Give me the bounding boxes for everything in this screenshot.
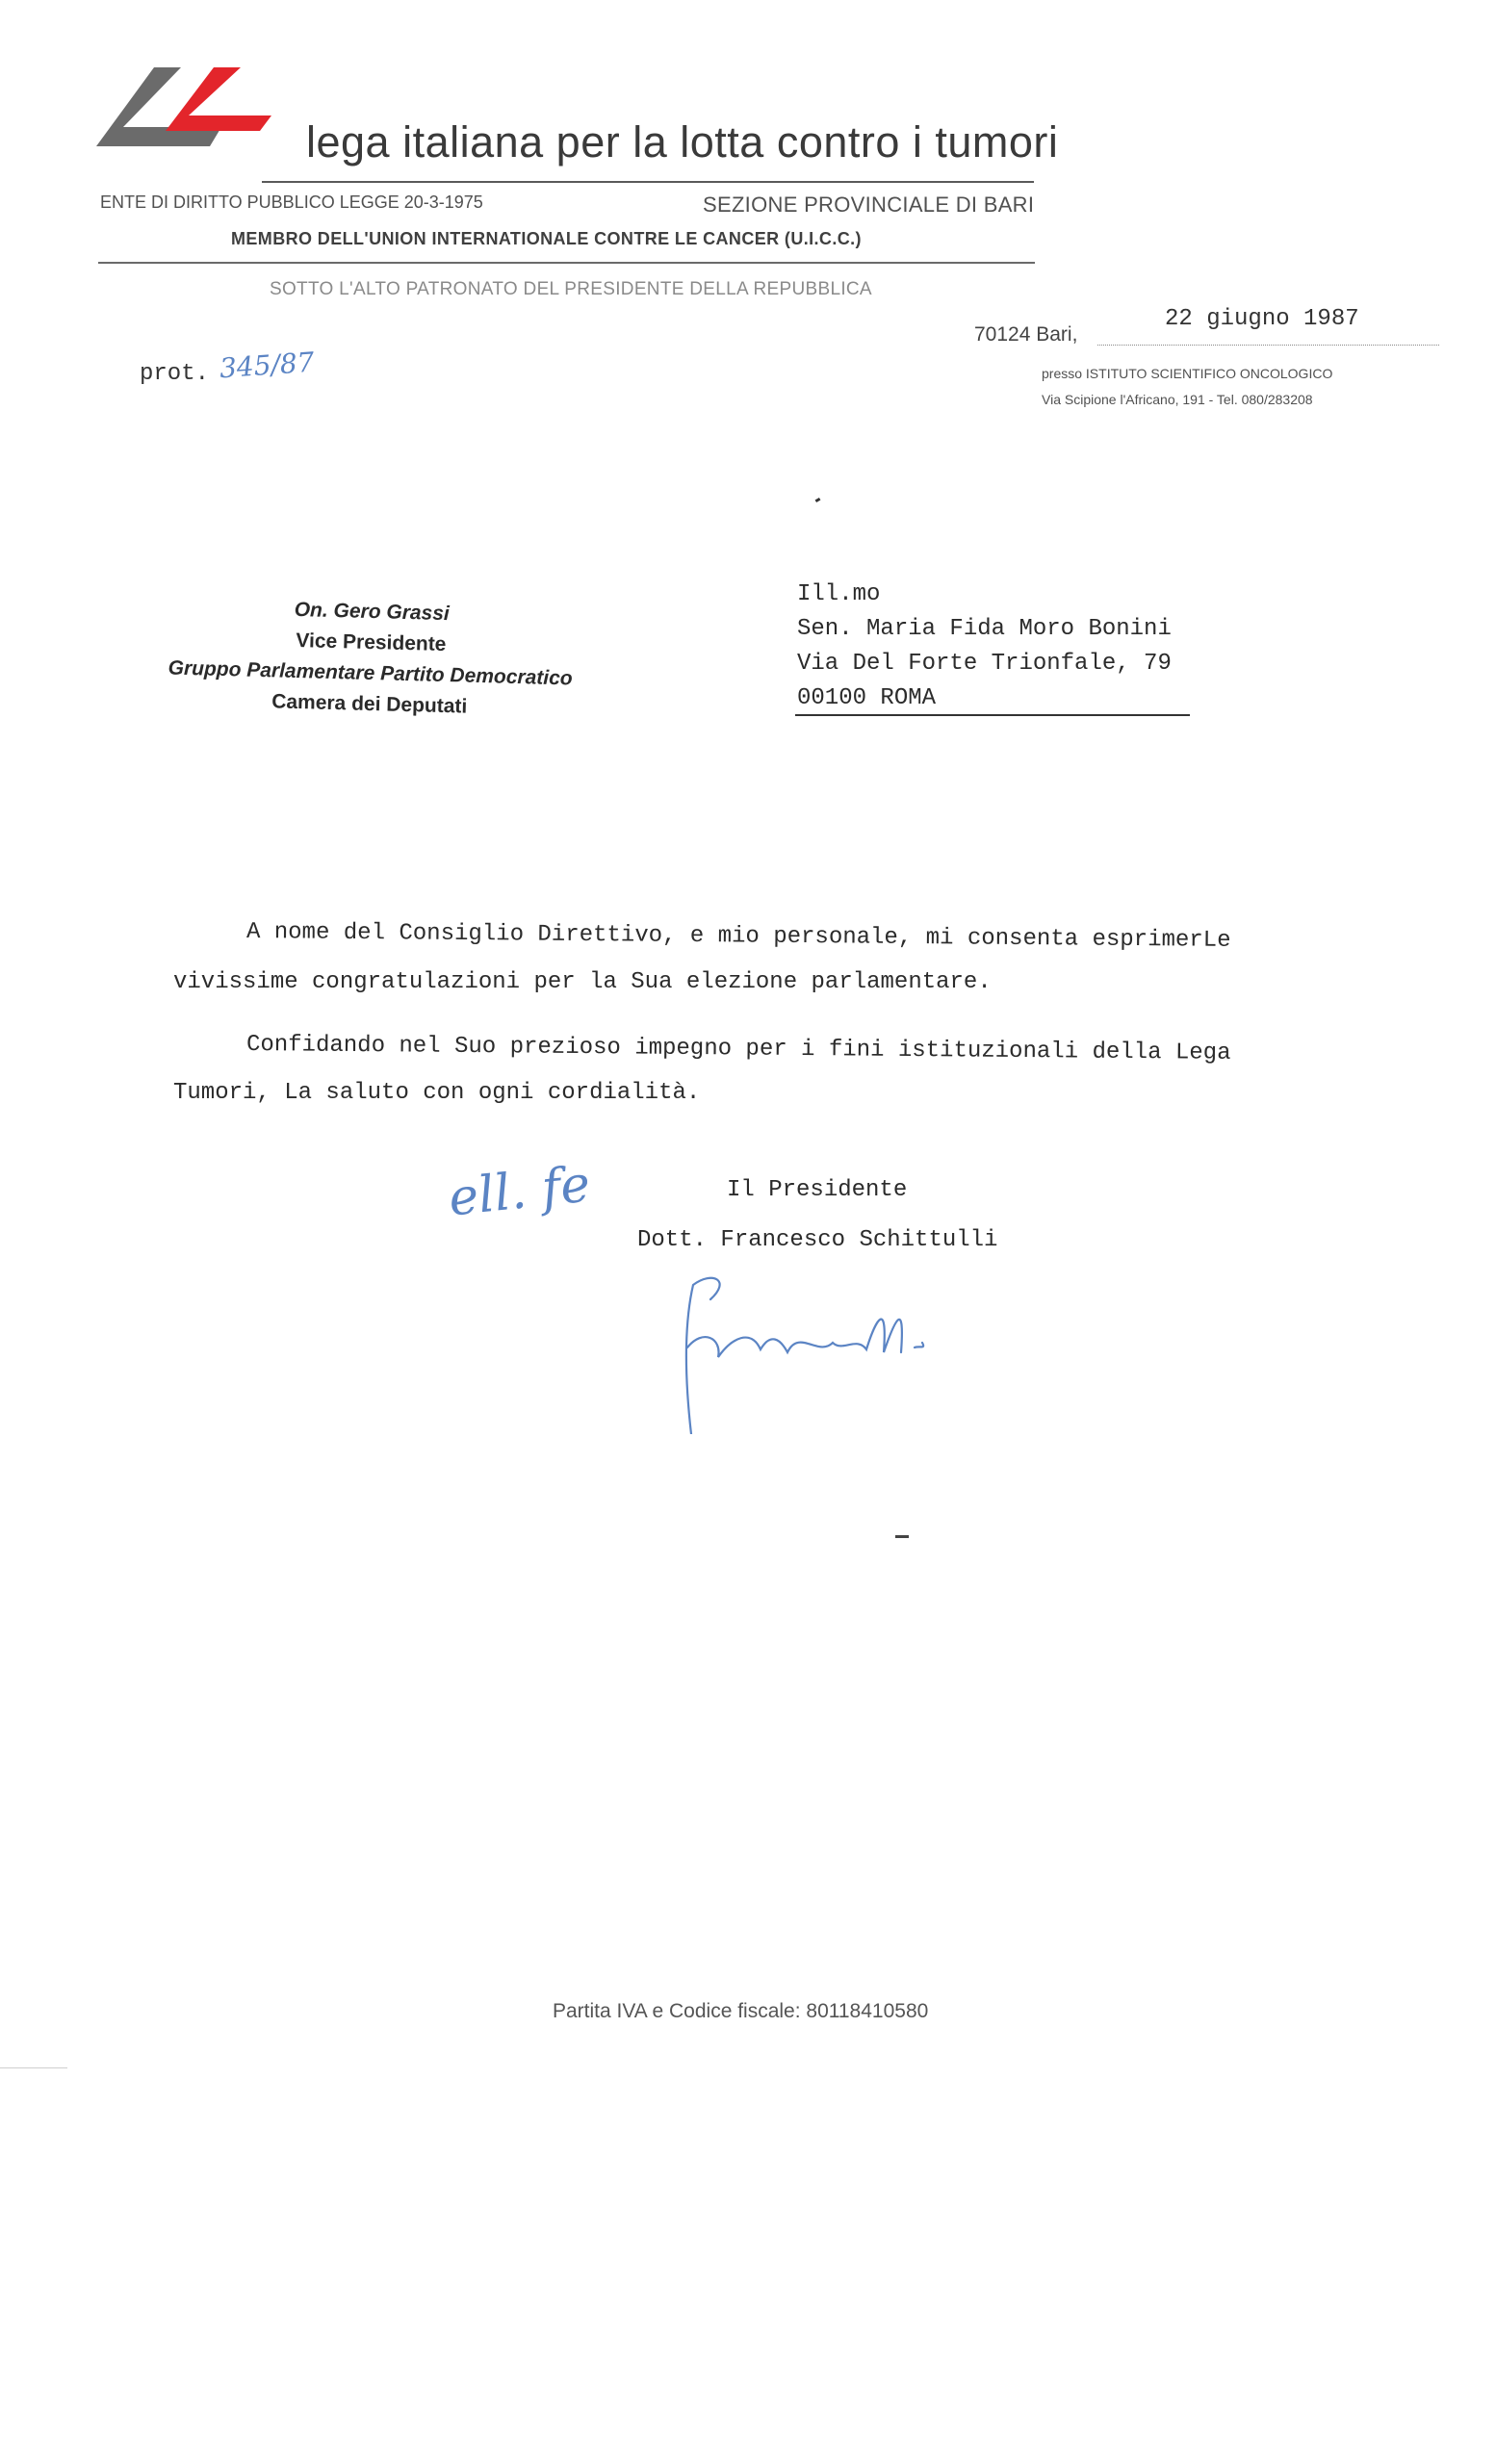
recipient-honorific: Ill.mo [797, 581, 881, 607]
logo-gray-shape [96, 67, 221, 146]
recipient-name: Sen. Maria Fida Moro Bonini [797, 616, 1172, 642]
letter-date: 22 giugno 1987 [1165, 306, 1359, 332]
handwritten-signature [674, 1261, 1001, 1434]
recipient-underline [795, 714, 1190, 716]
body-paragraph-1-line-2: vivissime congratulazioni per la Sua elezione parlamentare. [173, 969, 992, 995]
deputy-stamp [167, 592, 574, 726]
stamp-group: Gruppo Parlamentare Partito Democratico [168, 656, 573, 690]
protocol-label: prot. [140, 361, 210, 387]
recipient-city: 00100 ROMA [797, 685, 937, 711]
footer-tax-code: Partita IVA e Codice fiscale: 80118410580 [553, 2000, 929, 2022]
body-paragraph-1-line-1: A nome del Consiglio Direttivo, e mio personale, mi consenta esprimerLe [245, 919, 1231, 954]
institute-address: Via Scipione l'Africano, 191 - Tel. 080/283208 [1042, 392, 1313, 407]
signatory-title: Il Presidente [727, 1177, 908, 1203]
stamp-name: On. Gero Grassi [294, 598, 451, 626]
organization-name: lega italiana per la lotta contro i tumori [306, 117, 1059, 167]
protocol-number: 345/87 [218, 346, 316, 385]
handwritten-initials: ell. fe [446, 1155, 593, 1228]
body-paragraph-2-line-2: Tumori, La saluto con ogni cordialità. [173, 1080, 701, 1106]
date-dotted-line [1097, 345, 1439, 346]
sezione-text: SEZIONE PROVINCIALE DI BARI [703, 192, 1035, 217]
city-label: 70124 Bari, [974, 323, 1078, 346]
lilt-logo [96, 67, 279, 168]
page-edge-line [0, 2067, 67, 2068]
ink-dash [895, 1535, 909, 1538]
patronato-text: SOTTO L'ALTO PATRONATO DEL PRESIDENTE DELLA REPUBBLICA [270, 279, 872, 299]
letterhead-rule-top [262, 181, 1034, 183]
stamp-role: Vice Presidente [296, 629, 447, 656]
body-paragraph-2-line-1: Confidando nel Suo prezioso impegno per i fini istituzionali della Lega [245, 1032, 1231, 1066]
ink-mark [815, 498, 821, 502]
ente-text: ENTE DI DIRITTO PUBBLICO LEGGE 20-3-1975 [100, 192, 483, 212]
logo-red-shape [166, 67, 271, 131]
letterhead-rule-bottom [98, 262, 1035, 264]
signatory-name: Dott. Francesco Schittulli [637, 1227, 998, 1253]
presso-text: presso ISTITUTO SCIENTIFICO ONCOLOGICO [1042, 366, 1333, 381]
recipient-street: Via Del Forte Trionfale, 79 [797, 651, 1172, 677]
stamp-chamber: Camera dei Deputati [271, 690, 468, 718]
membro-text: MEMBRO DELL'UNION INTERNATIONALE CONTRE LE CANCER (U.I.C.C.) [231, 229, 862, 248]
recipient-address [797, 578, 1172, 716]
